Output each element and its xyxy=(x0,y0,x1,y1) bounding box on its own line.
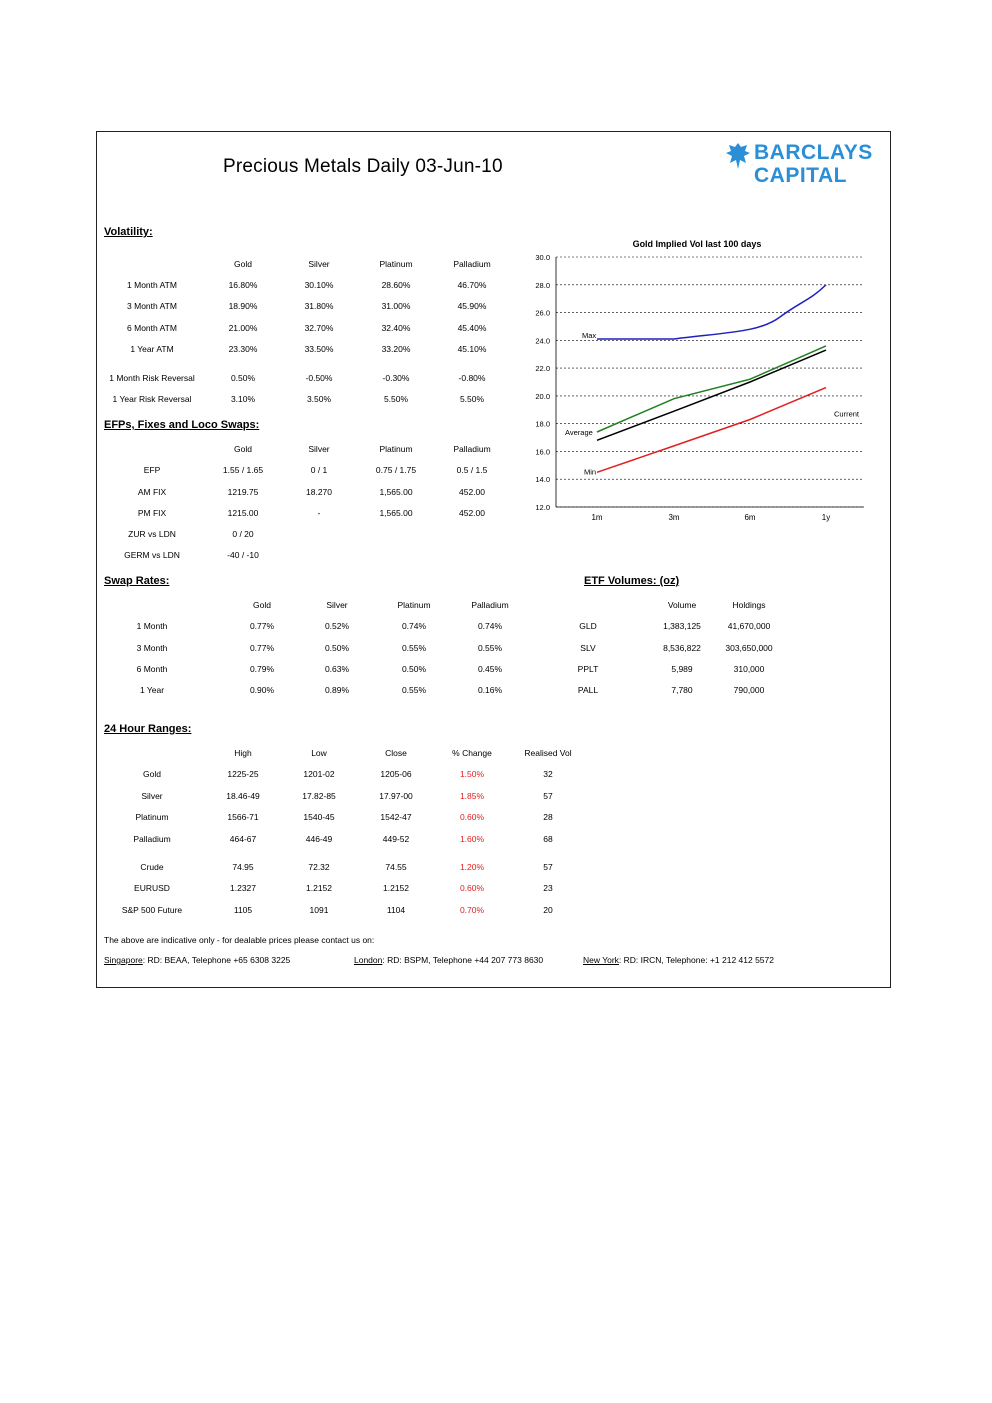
table-cell: 3.50% xyxy=(306,394,332,404)
table-cell: 68 xyxy=(543,834,553,844)
table-cell: 1.2152 xyxy=(383,883,409,893)
table-cell: 1.2152 xyxy=(306,883,332,893)
table-cell: -0.80% xyxy=(458,373,486,383)
etf-heading: ETF Volumes: (oz) xyxy=(584,575,680,587)
page-title: Precious Metals Daily 03-Jun-10 xyxy=(223,156,503,177)
table-cell: 0.50% xyxy=(401,664,427,674)
table-cell: 0.60% xyxy=(459,883,485,893)
table-cell: 0.90% xyxy=(249,685,275,695)
table-cell: 0.60% xyxy=(459,812,485,822)
row-label: 1 Year ATM xyxy=(130,344,174,354)
table-cell: 452.00 xyxy=(459,487,485,497)
table-cell: 1201-02 xyxy=(303,769,335,779)
row-label: PM FIX xyxy=(137,508,167,518)
table-cell: 0.55% xyxy=(401,685,427,695)
table-cell: 449-52 xyxy=(382,834,410,844)
table-cell: 464-67 xyxy=(229,834,257,844)
table-cell: 18.90% xyxy=(228,301,258,311)
table-cell: 16.80% xyxy=(228,280,258,290)
table-cell: 0.89% xyxy=(324,685,350,695)
table-cell: 1566-71 xyxy=(227,812,259,822)
column-header: Silver xyxy=(326,600,348,610)
row-label: S&P 500 Future xyxy=(121,905,183,915)
column-header: Gold xyxy=(253,600,271,610)
table-cell: 46.70% xyxy=(457,280,487,290)
column-header: % Change xyxy=(452,748,492,758)
series-label: Min xyxy=(584,467,597,477)
y-tick-label: 28.0 xyxy=(535,280,550,290)
series-line-current xyxy=(597,350,826,440)
y-tick-label: 16.0 xyxy=(535,447,550,457)
row-label: 3 Month xyxy=(136,643,168,653)
table-cell: 74.55 xyxy=(385,862,407,872)
row-label: ZUR vs LDN xyxy=(128,529,176,539)
series-line-min xyxy=(597,388,826,473)
column-header: Low xyxy=(311,748,327,758)
contact-detail: : RD: IRCN, Telephone: +1 212 412 5572 xyxy=(618,955,774,965)
table-cell: 1.2327 xyxy=(230,883,256,893)
x-tick-label: 1m xyxy=(591,513,603,522)
y-tick-label: 18.0 xyxy=(535,419,550,429)
series-label: Max xyxy=(582,330,597,340)
row-label: Palladium xyxy=(133,834,171,844)
volatility-heading: Volatility: xyxy=(104,226,153,238)
series-line-average xyxy=(597,346,826,432)
table-cell: 20 xyxy=(543,905,553,915)
table-cell: 0.16% xyxy=(477,685,503,695)
series-label: Average xyxy=(565,428,593,437)
table-cell: 32.40% xyxy=(381,323,411,333)
table-cell: 30.10% xyxy=(304,280,334,290)
table-cell: 1105 xyxy=(233,905,253,915)
x-tick-label: 6m xyxy=(744,513,756,522)
table-cell: 57 xyxy=(543,862,553,872)
table-cell: 1,383,125 xyxy=(663,621,701,631)
table-cell: 1542-47 xyxy=(380,812,412,822)
table-cell: 446-49 xyxy=(305,834,333,844)
y-tick-label: 24.0 xyxy=(535,336,550,346)
city-name: Singapore xyxy=(104,955,143,965)
row-label: AM FIX xyxy=(137,487,167,497)
table-cell: 45.10% xyxy=(457,344,487,354)
table-cell: 32 xyxy=(543,769,553,779)
brand-line-2: CAPITAL xyxy=(754,164,847,187)
table-cell: 41,670,000 xyxy=(727,621,771,631)
chart-title: Gold Implied Vol last 100 days xyxy=(632,239,762,249)
city-name: New York xyxy=(583,955,619,965)
table-cell: 45.90% xyxy=(457,301,487,311)
table-cell: 1,565.00 xyxy=(379,487,413,497)
table-cell: 0.52% xyxy=(324,621,350,631)
table-cell: 18.270 xyxy=(306,487,332,497)
x-tick-label: 3m xyxy=(668,513,680,522)
contact-detail: : RD: BEAA, Telephone +65 6308 3225 xyxy=(142,955,291,965)
table-cell: 0.63% xyxy=(324,664,350,674)
table-cell: 0.79% xyxy=(249,664,275,674)
row-label: GLD xyxy=(579,621,597,631)
table-cell: - xyxy=(317,508,321,518)
table-cell: 21.00% xyxy=(228,323,258,333)
table-cell: 0.74% xyxy=(477,621,503,631)
column-header: Platinum xyxy=(379,259,413,269)
table-cell: 8,536,822 xyxy=(663,643,701,653)
table-cell: 0.75 / 1.75 xyxy=(375,465,417,475)
column-header: Palladium xyxy=(453,444,491,454)
row-label: EFP xyxy=(143,465,161,475)
column-header: Silver xyxy=(308,259,330,269)
table-cell: -40 / -10 xyxy=(227,550,259,560)
column-header: Realised Vol xyxy=(524,748,572,758)
table-cell: 0.45% xyxy=(477,664,503,674)
x-tick-label: 1y xyxy=(821,513,831,522)
table-cell: 33.20% xyxy=(381,344,411,354)
y-tick-label: 12.0 xyxy=(535,503,550,512)
row-label: 1 Month Risk Reversal xyxy=(109,373,195,383)
row-label: SLV xyxy=(580,643,596,653)
table-cell: 17.97-00 xyxy=(379,791,413,801)
table-cell: 1215.00 xyxy=(227,508,259,518)
column-header: Palladium xyxy=(471,600,509,610)
contact-detail: : RD: BSPM, Telephone +44 207 773 8630 xyxy=(382,955,544,965)
table-cell: 1,565.00 xyxy=(379,508,413,518)
row-label: PALL xyxy=(577,685,599,695)
table-cell: 7,780 xyxy=(671,685,693,695)
table-cell: 23 xyxy=(543,883,553,893)
row-label: 1 Month ATM xyxy=(127,280,177,290)
table-cell: 28.60% xyxy=(381,280,411,290)
table-cell: 0 / 1 xyxy=(310,465,328,475)
table-cell: 1219.75 xyxy=(227,487,259,497)
report-page xyxy=(96,131,891,988)
column-header: Holdings xyxy=(732,600,766,610)
table-cell: 452.00 xyxy=(459,508,485,518)
row-label: PPLT xyxy=(577,664,599,674)
table-cell: 0.55% xyxy=(477,643,503,653)
column-header: Gold xyxy=(234,259,252,269)
table-cell: 57 xyxy=(543,791,553,801)
row-label: Crude xyxy=(140,862,164,872)
y-tick-label: 22.0 xyxy=(535,364,550,374)
contact-new-york xyxy=(583,955,774,965)
table-cell: 1205-06 xyxy=(380,769,412,779)
table-cell: -0.50% xyxy=(305,373,333,383)
contact-singapore xyxy=(104,955,290,965)
column-header: High xyxy=(234,748,252,758)
y-tick-label: 30.0 xyxy=(535,253,550,262)
efps-heading: EFPs, Fixes and Loco Swaps: xyxy=(104,419,260,431)
series-label: Current xyxy=(833,409,859,419)
table-cell: 0.77% xyxy=(249,643,275,653)
table-cell: 17.82-85 xyxy=(302,791,336,801)
y-tick-label: 20.0 xyxy=(535,391,550,401)
y-tick-label: 26.0 xyxy=(535,308,550,318)
column-header: Platinum xyxy=(379,444,413,454)
table-cell: 1.20% xyxy=(459,862,485,872)
table-cell: 1225-25 xyxy=(227,769,259,779)
table-cell: 33.50% xyxy=(304,344,334,354)
table-cell: 303,650,000 xyxy=(725,643,773,653)
table-cell: 31.80% xyxy=(304,301,334,311)
row-label: 1 Year Risk Reversal xyxy=(112,394,192,404)
table-cell: 31.00% xyxy=(381,301,411,311)
table-cell: 3.10% xyxy=(230,394,256,404)
table-cell: 0.50% xyxy=(230,373,256,383)
table-cell: 0.74% xyxy=(401,621,427,631)
row-label: 6 Month ATM xyxy=(127,323,177,333)
column-header: Platinum xyxy=(397,600,431,610)
column-header: Close xyxy=(385,748,407,758)
row-label: Platinum xyxy=(135,812,169,822)
table-cell: 1540-45 xyxy=(303,812,335,822)
column-header: Gold xyxy=(234,444,252,454)
table-cell: 0.50% xyxy=(324,643,350,653)
row-label: 3 Month ATM xyxy=(127,301,177,311)
ranges-heading: 24 Hour Ranges: xyxy=(104,723,192,735)
brand-line-1: BARCLAYS xyxy=(754,141,873,164)
table-cell: 0.5 / 1.5 xyxy=(456,465,488,475)
column-header: Volume xyxy=(667,600,697,610)
row-label: 6 Month xyxy=(136,664,168,674)
table-cell: 0.70% xyxy=(459,905,485,915)
table-cell: 1104 xyxy=(386,905,406,915)
table-cell: 28 xyxy=(543,812,553,822)
table-cell: 72.32 xyxy=(308,862,330,872)
table-cell: 74.95 xyxy=(232,862,254,872)
table-cell: 1091 xyxy=(309,905,329,915)
table-cell: 5,989 xyxy=(671,664,693,674)
table-cell: 1.60% xyxy=(459,834,485,844)
contact-london xyxy=(354,955,543,965)
table-cell: 5.50% xyxy=(383,394,409,404)
table-cell: 45.40% xyxy=(457,323,487,333)
y-tick-label: 14.0 xyxy=(535,475,550,485)
row-label: GERM vs LDN xyxy=(124,550,180,560)
row-label: EURUSD xyxy=(134,883,170,893)
table-cell: 32.70% xyxy=(304,323,334,333)
table-cell: 0 / 20 xyxy=(232,529,254,539)
series-line-max xyxy=(597,285,826,339)
table-cell: 790,000 xyxy=(733,685,765,695)
row-label: 1 Month xyxy=(136,621,168,631)
column-header: Silver xyxy=(308,444,330,454)
table-cell: 1.55 / 1.65 xyxy=(222,465,264,475)
row-label: 1 Year xyxy=(139,685,165,695)
table-cell: -0.30% xyxy=(382,373,410,383)
table-cell: 5.50% xyxy=(459,394,485,404)
eagle-icon xyxy=(725,141,751,171)
row-label: Gold xyxy=(143,769,161,779)
row-label: Silver xyxy=(141,791,163,801)
swap-rates-heading: Swap Rates: xyxy=(104,575,170,587)
table-cell: 0.55% xyxy=(401,643,427,653)
gold-vol-chart xyxy=(529,235,869,525)
table-cell: 1.85% xyxy=(459,791,485,801)
table-cell: 18.46-49 xyxy=(226,791,260,801)
table-cell: 0.77% xyxy=(249,621,275,631)
table-cell: 1.50% xyxy=(459,769,485,779)
city-name: London xyxy=(354,955,383,965)
table-cell: 23.30% xyxy=(228,344,258,354)
column-header: Palladium xyxy=(453,259,491,269)
disclaimer: The above are indicative only - for dealable prices please contact us on: xyxy=(104,935,375,945)
table-cell: 310,000 xyxy=(733,664,765,674)
